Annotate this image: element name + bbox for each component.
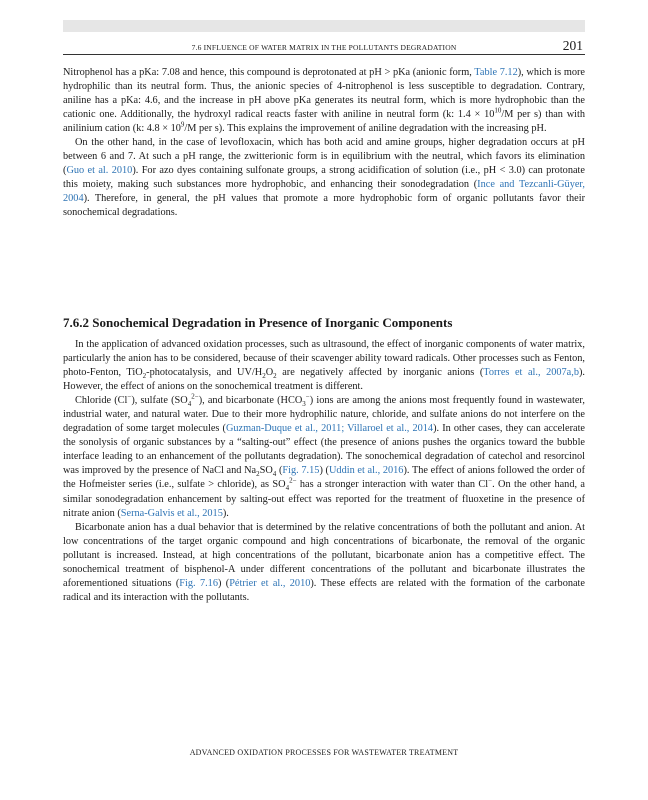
text-run: ) ( [319, 465, 329, 477]
running-head: 7.6 INFLUENCE OF WATER MATRIX IN THE POLLUTANTS DEGRADATION [191, 43, 457, 52]
superscript: − [305, 392, 310, 401]
figure-ref-link[interactable]: Fig. 7.15 [282, 465, 320, 477]
text-run: Chloride (Cl [75, 395, 128, 407]
citation-link[interactable]: Guzman-Duque et al., 2011; Villaroel et al., 2014 [225, 423, 434, 435]
superscript: 2− [289, 477, 297, 486]
figure-ref-link[interactable]: Fig. 7.16 [179, 577, 218, 589]
top-gray-bar [63, 20, 585, 32]
section-heading: 7.6.2 Sonochemical Degradation in Presence of Inorganic Components [63, 315, 453, 330]
text-run: ). The effect of anions followed the order of the Hofmeister series (i.e., sulfate > chloride), as SO [63, 465, 585, 491]
subscript: 2 [256, 470, 260, 479]
superscript: − [488, 477, 493, 486]
subscript: 3 [302, 400, 306, 409]
paragraph-bicarbonate [63, 521, 585, 605]
text-run: /M per s). This explains the improvement of aniline degradation with the increasing pH. [184, 123, 547, 135]
citation-link[interactable]: Pétrier et al., 2010 [229, 577, 311, 589]
text-run: Bicarbonate anion has a dual behavior that is determined by the relative concentrations of both the pollutant and anion. At low concentrations of the target organic compound and high concentrations of bicarbonate, the removal of the organic pollutant is increased. Instead, at high concentrations of the pollutant, bicarbonate anion has a competitive effect. The sonochemical treatment of bisphenol-A under different concentrations of the pollutant and bicarbonate illustrates the aforementioned situations ( [63, 521, 585, 589]
paragraph-nitrophenol [63, 66, 585, 136]
text-run: O [265, 367, 274, 379]
text-run: ). [222, 507, 229, 519]
text-run: ) ions are among the anions most frequently found in wastewater, industrial water, and natural water. Due to their more hydrophilic nature, chloride, and sulfate anions do not interfere on the degradation of some target molecules ( [63, 395, 585, 435]
text-run: On the other hand, in the case of levofloxacin, which has both acid and amine groups, higher degradation occurs at pH between 6 and 7. At such a pH range, the zwitterionic form is in equilibrium with the neutral, which favors its elimination ( [63, 137, 585, 177]
text-run: are negatively affected by inorganic anions ( [276, 367, 484, 379]
text-run: In the application of advanced oxidation processes, such as ultrasound, the effect of inorganic components of water matrix, particularly the anion has to be considered, because of their scavenger ability toward radicals. Other processes such as Fenton, photo-Fenton, TiO [63, 339, 585, 379]
citation-link[interactable]: Torres et al., 2007a,b [483, 367, 579, 379]
text-run: ) ( [217, 577, 230, 589]
superscript: − [127, 392, 132, 401]
table-ref-link[interactable]: Table 7.12 [474, 67, 518, 78]
text-run: ). Therefore, in general, the pH values that promote a more hydrophobic form of organic pollutants favor their sonochemical degradations. [63, 193, 585, 219]
text-run: ), which is more hydrophilic than its neutral form. Thus, the anionic species of 4-nitrophenol is less susceptible to degradation. Contrary, aniline has a pKa: 4.6, and the increase in pH above pKa generates its neutral form, which is more hydrophobic than the cationic one. Additionally, the hydroxyl radical reacts faster with aniline in neutral form (k: 1.4 × 10 [63, 67, 585, 121]
text-run: Nitrophenol has a pKa: 7.08 and hence, this compound is deprotonated at pH > pKa (anionic form, [63, 67, 475, 78]
subscript: 4 [187, 400, 192, 409]
text-run: /M per s) than with anilinium cation (k: 4.8 × 10 [63, 109, 585, 135]
body-text-section [63, 338, 585, 605]
text-run: ), sulfate (SO [131, 395, 188, 407]
body-text-top [63, 66, 585, 221]
subscript: 2 [142, 372, 147, 381]
citation-link[interactable]: Ince and Tezcanli-Güyer, 2004 [63, 179, 586, 205]
citation-link[interactable]: Serna-Galvis et al., 2015 [120, 507, 223, 519]
citation-link[interactable]: Guo et al. 2010 [66, 165, 133, 177]
superscript: 2− [191, 392, 199, 401]
paragraph-levofloxacin [63, 136, 585, 220]
superscript: 10 [494, 106, 502, 115]
text-run: ), and bicarbonate (HCO [198, 395, 303, 407]
text-run: ). For azo dyes containing sulfonate groups, a strong acidification of solution (i.e., pH < 3.0) can protonate this moiety, making such substances more hydrophobic, and enhancing their sonodegradation ( [63, 165, 585, 191]
superscript: 9 [180, 120, 185, 129]
text-run: ). However, the effect of anions on the sonochemical treatment is different. [63, 367, 585, 393]
text-run: ). These effects are related with the formation of the carbonate radical and its interaction with the pollutants. [63, 577, 585, 603]
subscript: 2 [262, 372, 266, 381]
text-run: ( [276, 465, 283, 477]
text-run: SO [259, 465, 273, 477]
citation-link[interactable]: Uddin et al., 2016 [329, 465, 404, 477]
subscript: 4 [272, 470, 277, 479]
subscript: 4 [285, 484, 290, 493]
page-footer: ADVANCED OXIDATION PROCESSES FOR WASTEWATER TREATMENT [189, 748, 459, 757]
text-run: ). In other cases, they can accelerate the sonolysis of organic substances by a “salting-out” effect (the presence of anions pushes the organics toward the bubble interface leading to an enhancement of the pollutants degradation). The sonochemical degradation of catechol and resorcinol was improved by the presence of NaCl and Na [63, 423, 586, 477]
text-run: has a stronger interaction with water than Cl [296, 479, 489, 491]
text-run: . On the other hand, a similar sonodegradation enhancement by salting-out effect was reported for the treatment of fluoxetine in the presence of nitrate anion ( [63, 479, 585, 519]
page-number: 201 [562, 38, 583, 53]
paragraph-inorganic-intro [63, 338, 585, 394]
page-header [63, 38, 585, 55]
paragraph-anions [63, 394, 585, 520]
subscript: 2 [273, 372, 277, 381]
text-run: -photocatalysis, and UV/H [146, 367, 263, 379]
